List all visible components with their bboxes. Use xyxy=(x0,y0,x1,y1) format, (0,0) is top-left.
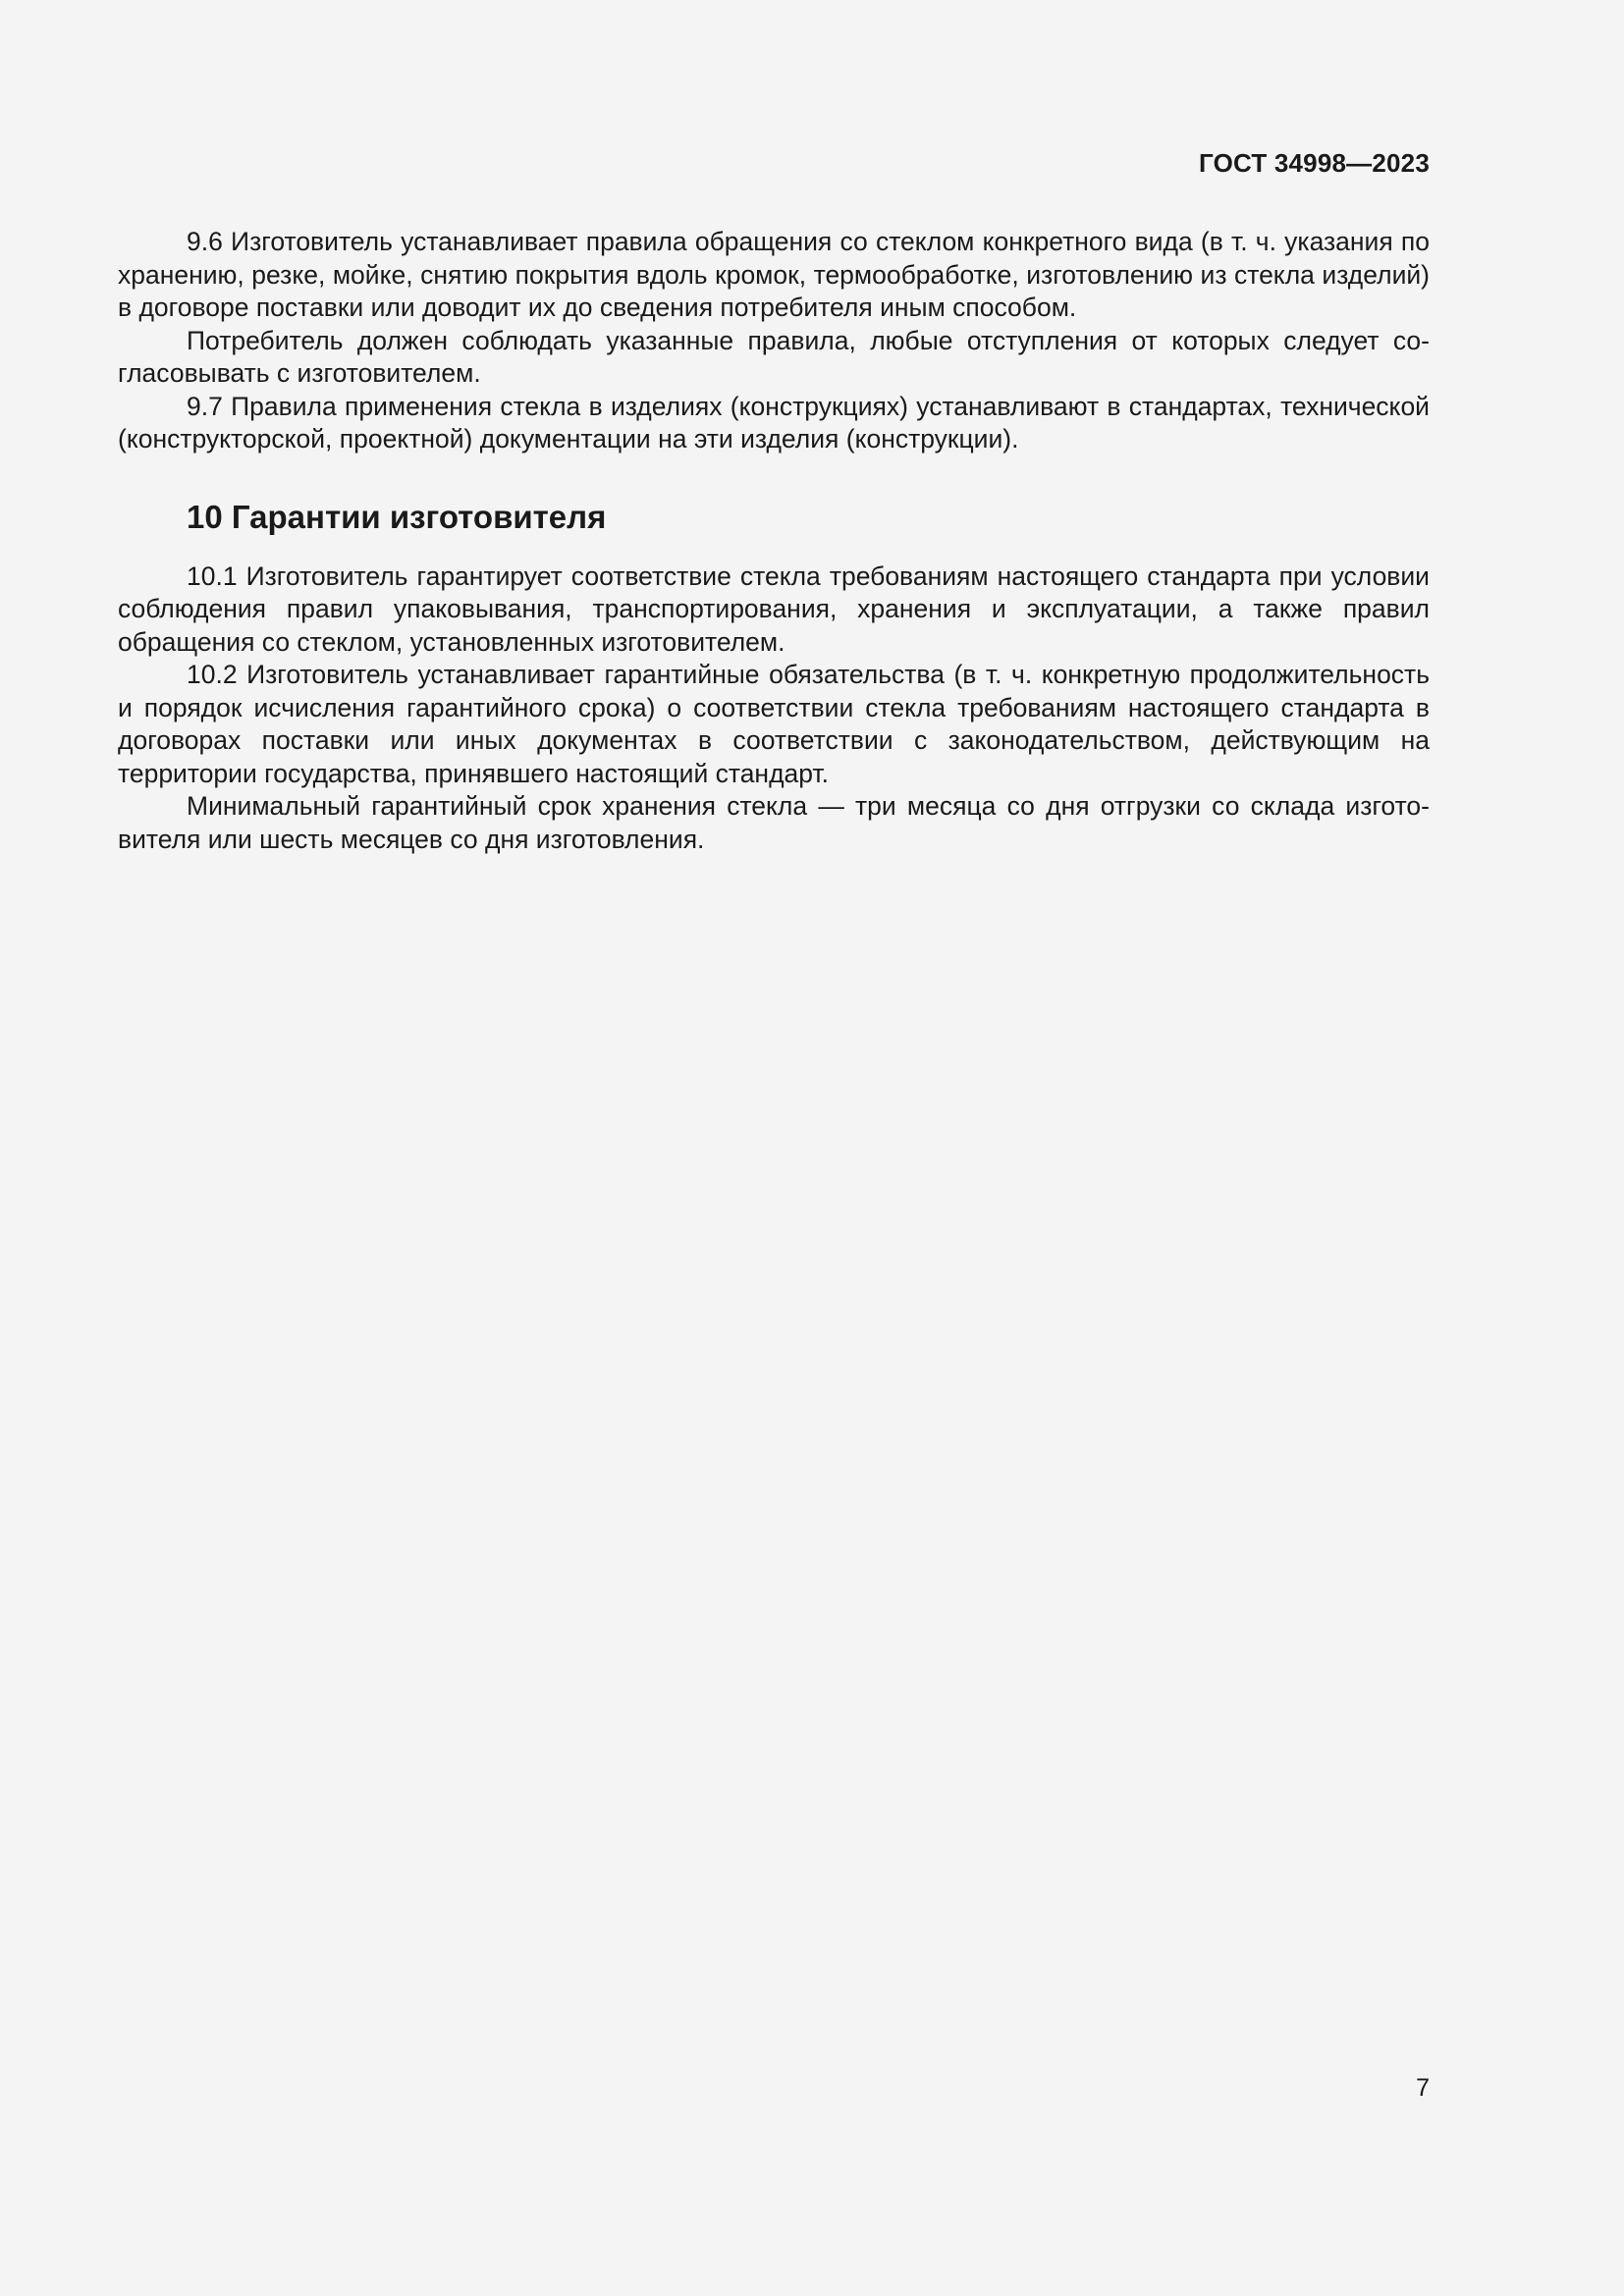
paragraph-10-2: 10.2 Изготовитель устанавливает гарантийные обязательства (в т. ч. конкретную продолжительность и порядок исчисления гарантийного срока) о соответствии стекла требованиям настоящего стандарта в договорах поставки или иных документах в соответствии с законодательством, действующим на территории государства, принявшего настоящий стандарт. xyxy=(118,660,1430,788)
paragraph-10-1: 10.1 Изготовитель гарантирует соответствие стекла требованиям настоящего стандарта при условии соблюдения правил упаковывания, транспортирования, хранения и эксплуатации, а также правил обращения со стеклом, установленных изготовителем. xyxy=(118,561,1430,657)
paragraph-9-6: 9.6 Изготовитель устанавливает правила обращения со стеклом конкретного вида (в т. ч. указания по хранению, резке, мойке, снятию покрытия вдоль кромок, термообработке, изготовлению из стекла изделий) в договоре поставки или доводит их до сведения потребителя иным способом. xyxy=(118,227,1430,322)
document-code: ГОСТ 34998—2023 xyxy=(1199,148,1430,178)
document-body xyxy=(118,226,1430,856)
paragraph-consumer-rules: Потребитель должен соблюдать указанные правила, любые отступления от которых следует согласовывать с изготовителем. xyxy=(118,325,1430,388)
section-title-10: 10 Гарантии изготовителя xyxy=(187,498,607,535)
paragraph-warranty-term: Минимальный гарантийный срок хранения стекла — три месяца со дня отгрузки со склада изготовителя или шесть месяцев со дня изготовления. xyxy=(118,791,1430,854)
paragraph-9-7: 9.7 Правила применения стекла в изделиях (конструкциях) устанавливают в стандартах, технической (конструкторской, проектной) документации на эти изделия (конструкции). xyxy=(118,391,1430,454)
page-number: 7 xyxy=(1416,2074,1430,2102)
